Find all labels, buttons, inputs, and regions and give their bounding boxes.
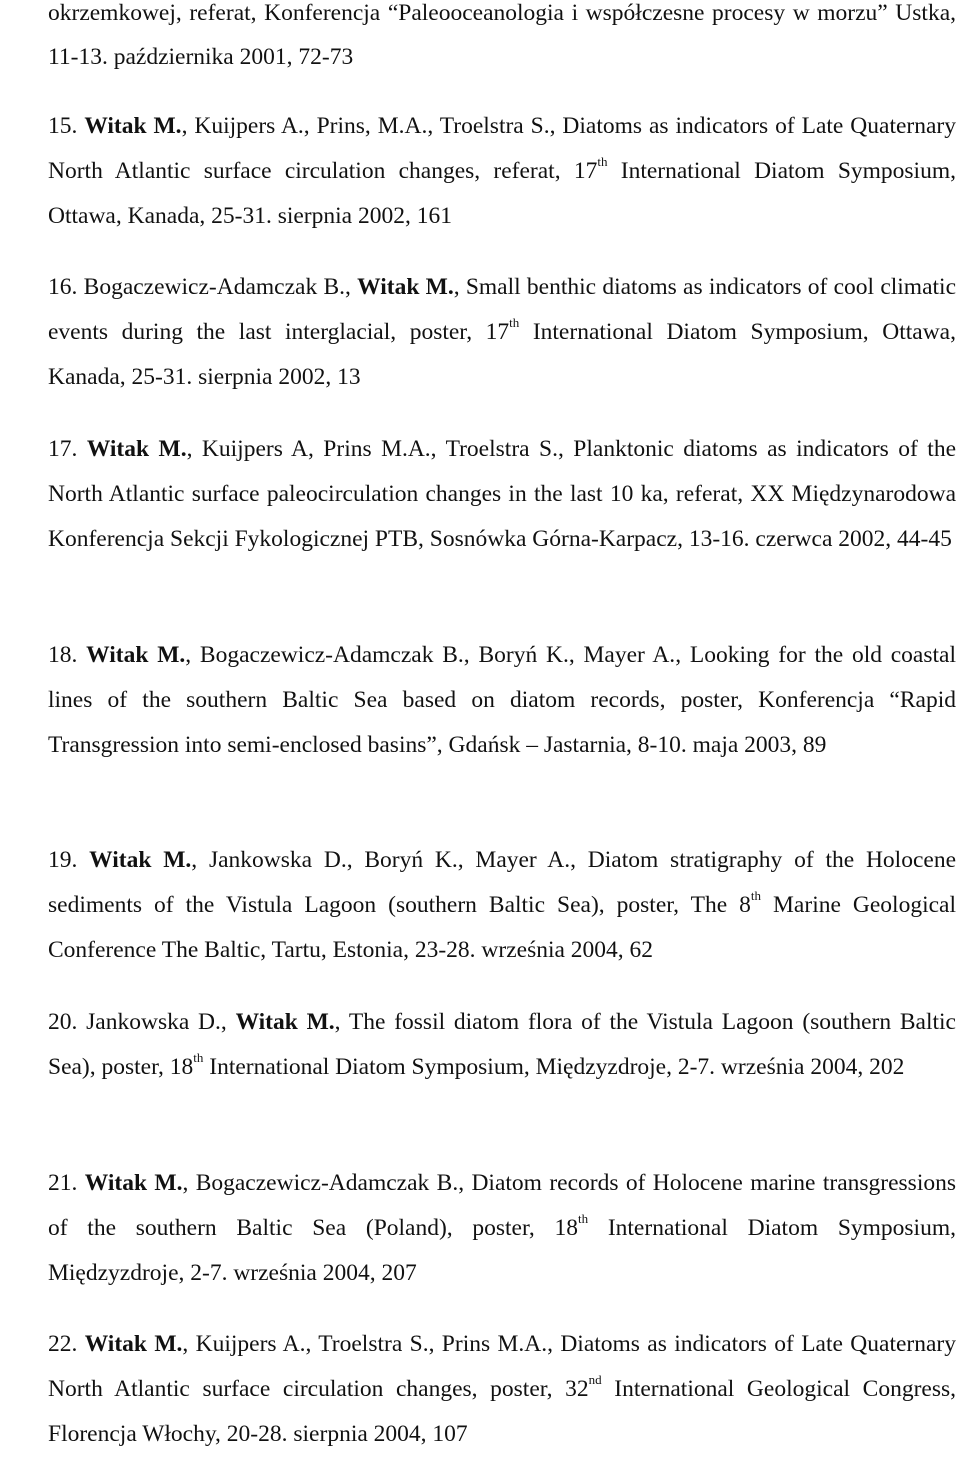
entry-number: 19. bbox=[48, 847, 78, 873]
entry-bold-author: Witak M. bbox=[84, 113, 182, 139]
list-item bbox=[48, 1161, 956, 1296]
entry-text-continued: International Diatom Symposium, Ottawa, Kanada, 25-31. sierpnia 2002, 13 bbox=[48, 319, 956, 390]
entry-text: , Looking for the old coastal lines of the southern Baltic Sea based on diatom records, poster, Konferencja “Rapid Transgression into semi-enclosed basins”, Gdańsk – Jastarnia, 8-10. maja 2003, 89 bbox=[48, 642, 956, 758]
list-item bbox=[48, 838, 956, 973]
entry-authors: Jankowska D., bbox=[86, 1009, 236, 1035]
entry-number: 21. bbox=[48, 1170, 78, 1196]
entry-text: , Planktonic diatoms as indicators of the North Atlantic surface paleocirculation changes in the last 10 ka, referat, XX Międzynarodowa Konferencja Sekcji Fykologicznej PTB, Sosnówka Górna-Karpacz, 13-16. czerwca 2002, 44-45 bbox=[48, 436, 956, 552]
entry-number: 15. bbox=[48, 113, 78, 139]
entry-authors: , Kuijpers A., Prins, M.A., Troelstra S. bbox=[181, 113, 550, 139]
entry-bold-author: Witak M. bbox=[84, 1170, 183, 1196]
entry-authors: , Kuijpers A., Troelstra S., Prins M.A. bbox=[182, 1331, 548, 1357]
entry-number: 17. bbox=[48, 436, 78, 462]
list-item bbox=[48, 633, 956, 768]
list-item bbox=[48, 427, 956, 562]
list-item bbox=[48, 1000, 956, 1090]
entry-text-continued: Marine Geological Conference The Baltic, Tartu, Estonia, 23-28. września 2004, 62 bbox=[48, 892, 957, 963]
entry-number: 20. bbox=[48, 1009, 78, 1035]
entry-text: , Diatoms as indicators of Late Quaternary North Atlantic surface circulation changes, referat, 17 bbox=[48, 113, 956, 184]
entry-number: 22. bbox=[48, 1331, 78, 1357]
entry-authors: , Jankowska D., Boryń K., Mayer A. bbox=[191, 847, 571, 873]
entry-text: , Diatom stratigraphy of the Holocene sediments of the Vistula Lagoon (southern Baltic Sea), poster, The 8 bbox=[48, 847, 957, 918]
entry-bold-author: Witak M. bbox=[86, 436, 187, 462]
entry-superscript: nd bbox=[588, 1372, 602, 1387]
entry-authors: , Bogaczewicz-Adamczak B., Boryń K., Mayer A. bbox=[185, 642, 676, 668]
entry-text-continued: International Diatom Symposium, Ottawa, Kanada, 25-31. sierpnia 2002, 161 bbox=[48, 158, 956, 229]
entry-text: , Diatoms as indicators of Late Quaternary North Atlantic surface circulation changes, poster, 32 bbox=[48, 1331, 956, 1402]
entry-text: , Diatom records of Holocene marine transgressions of the southern Baltic Sea (Poland), poster, 18 bbox=[48, 1170, 957, 1241]
entry-authors: , Kuijpers A, Prins M.A., Troelstra S. bbox=[186, 436, 558, 462]
entry-text: , Small benthic diatoms as indicators of cool climatic events during the last interglacial, poster, 17 bbox=[48, 274, 957, 345]
entry-superscript: th bbox=[193, 1050, 204, 1065]
entry-text: okrzemkowej, referat, Konferencja “Paleooceanologia i współczesne procesy w morzu” Ustka, 11-13. października 2001, 72-73 bbox=[48, 0, 956, 70]
entry-superscript: th bbox=[577, 1211, 589, 1226]
entry-number: 16. bbox=[48, 274, 78, 300]
list-item bbox=[48, 0, 956, 79]
entry-bold-author: Witak M. bbox=[357, 274, 454, 300]
entry-text: , The fossil diatom flora of the Vistula Lagoon (southern Baltic Sea), poster, 18 bbox=[48, 1009, 956, 1080]
list-item bbox=[48, 1322, 956, 1457]
entry-text-continued: International Geological Congress, Florencja Włochy, 20-28. sierpnia 2004, 107 bbox=[48, 1376, 956, 1447]
entry-superscript: th bbox=[750, 888, 762, 903]
entry-bold-author: Witak M. bbox=[84, 1331, 183, 1357]
entry-superscript: th bbox=[597, 154, 608, 169]
list-item bbox=[48, 265, 956, 400]
entry-authors: , Bogaczewicz-Adamczak B. bbox=[182, 1170, 459, 1196]
entry-bold-author: Witak M. bbox=[235, 1009, 335, 1035]
entry-text-continued: International Diatom Symposium, Międzyzdroje, 2-7. września 2004, 207 bbox=[48, 1215, 956, 1286]
entry-superscript: th bbox=[509, 315, 520, 330]
entry-number: 18. bbox=[48, 642, 78, 668]
entry-text-continued: International Diatom Symposium, Międzyzdroje, 2-7. września 2004, 202 bbox=[203, 1054, 905, 1080]
list-item bbox=[48, 104, 956, 239]
entry-bold-author: Witak M. bbox=[86, 642, 186, 668]
entry-bold-author: Witak M. bbox=[89, 847, 192, 873]
entry-authors: Bogaczewicz-Adamczak B., bbox=[83, 274, 358, 300]
